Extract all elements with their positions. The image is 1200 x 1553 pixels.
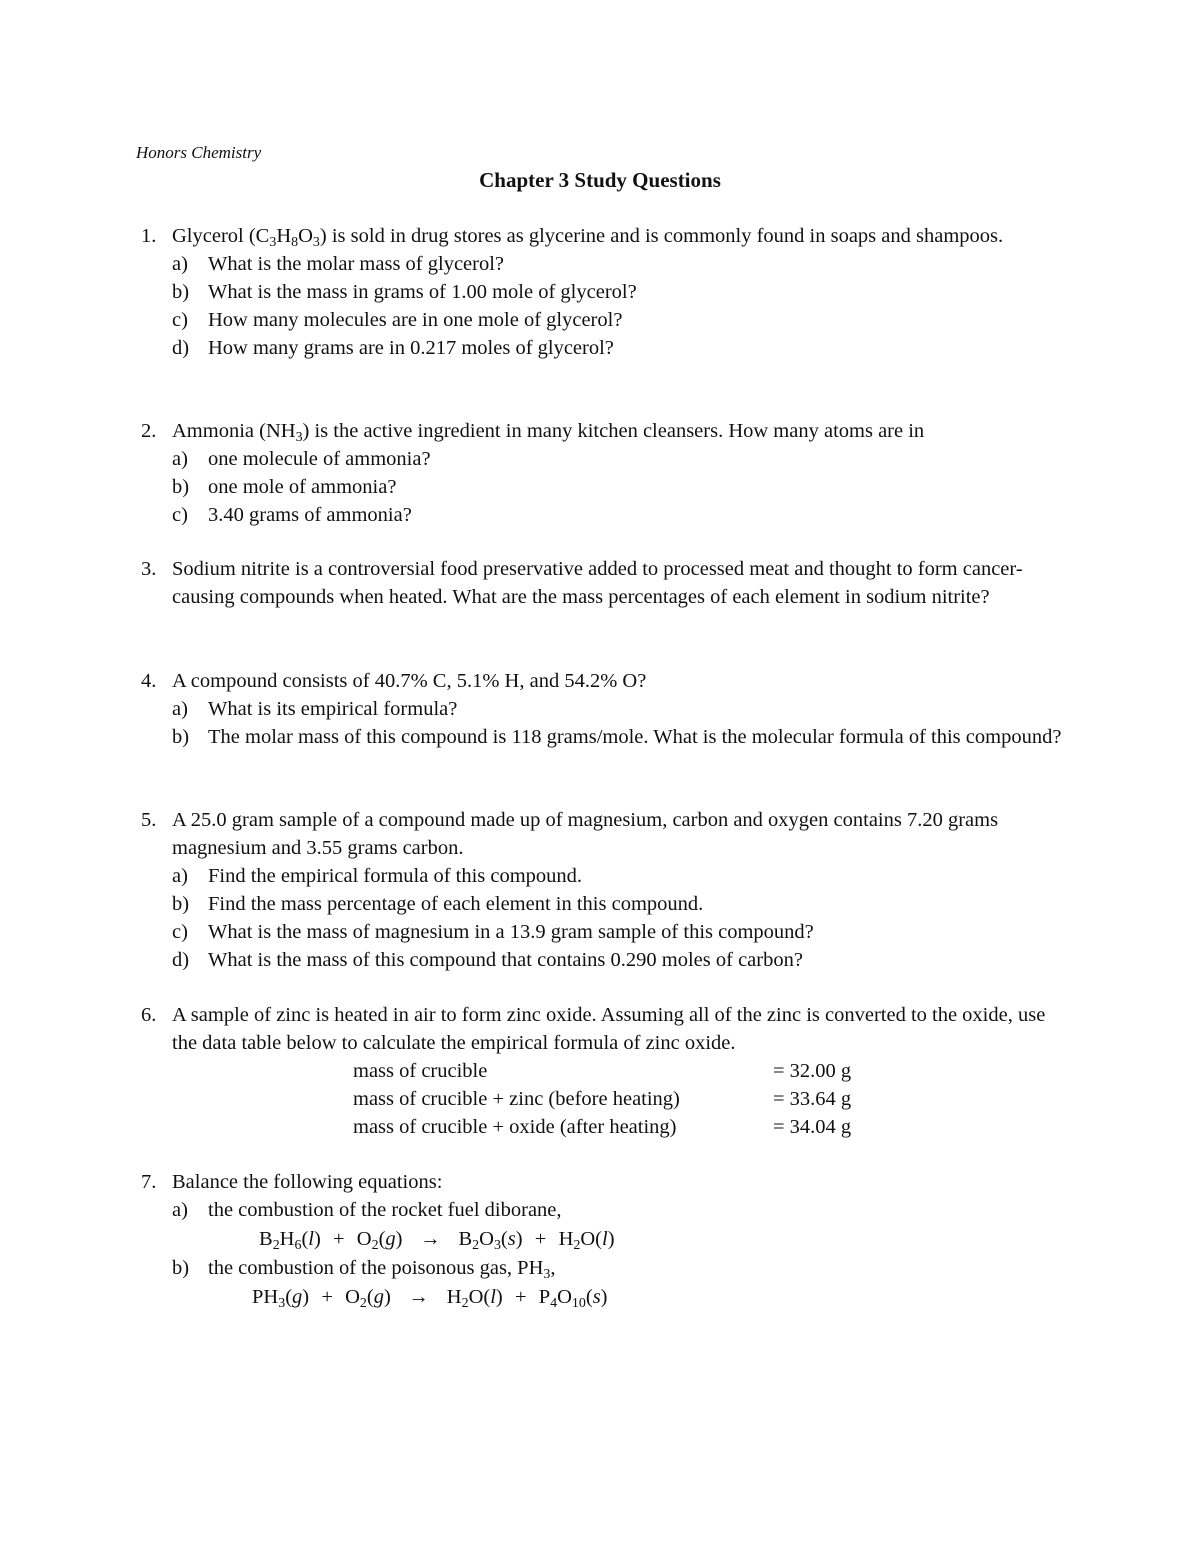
question-item: b) the combustion of the poisonous gas, $PH_3$,	[172, 1257, 556, 1282]
question-item: a) What is its empirical formula?	[172, 698, 458, 720]
question-7	[141, 1168, 1071, 1312]
question-1	[141, 222, 1071, 362]
equation-diborane: $B_2H_6(l) + O_2(g) \to B_2O_3(s) + H_2O(l)$	[259, 1228, 615, 1253]
question-item: d) What is the mass of this compound that contains 0.290 moles of carbon?	[172, 949, 803, 971]
question-item: c) 3.40 grams of ammonia?	[172, 504, 412, 526]
question-stem: Sodium nitrite is a controversial food preservative added to processed meat and thought to form cancer-causing compounds when heated. What are the mass percentages of each element in sodium nitrite?	[172, 558, 1023, 608]
question-number: 6.	[141, 1004, 157, 1026]
question-item: a) the combustion of the rocket fuel diborane,	[172, 1199, 562, 1221]
question-6	[141, 1001, 1071, 1141]
question-number: 2.	[141, 420, 157, 442]
question-stem: Glycerol $(C_3H_8O_3)$ is sold in drug stores as glycerine and is commonly found in soaps and shampoos.	[172, 225, 1004, 250]
course-header: Honors Chemistry	[136, 143, 262, 162]
question-item: b) one mole of ammonia?	[172, 476, 397, 498]
question-stem: A sample of zinc is heated in air to form zinc oxide. Assuming all of the zinc is converted to the oxide, use the data table below to calculate the empirical formula of zinc oxide.	[172, 1004, 1046, 1054]
question-item: a) one molecule of ammonia?	[172, 448, 431, 470]
question-number: 5.	[141, 809, 157, 831]
question-2	[141, 417, 1071, 529]
table-row: mass of crucible = 32.00 g	[353, 1060, 852, 1082]
equation-phosphine: $PH_3(g) + O_2(g) \to H_2O(l) + P_4O_{10}(s)$	[252, 1286, 608, 1311]
question-number: 4.	[141, 670, 157, 692]
question-item: c) How many molecules are in one mole of glycerol?	[172, 309, 623, 331]
question-number: 7.	[141, 1171, 157, 1193]
table-row: mass of crucible + zinc (before heating) = 33.64 g	[353, 1088, 852, 1110]
question-item: a) Find the empirical formula of this compound.	[172, 865, 583, 887]
question-3	[141, 555, 1071, 611]
question-item: d) How many grams are in 0.217 moles of glycerol?	[172, 337, 614, 359]
question-5	[141, 806, 1071, 974]
question-item: b) What is the mass in grams of 1.00 mole of glycerol?	[172, 281, 637, 303]
question-item: a) What is the molar mass of glycerol?	[172, 253, 505, 275]
crucible-data-table	[353, 1057, 851, 1141]
document-title: Chapter 3 Study Questions	[479, 168, 721, 192]
question-number: 3.	[141, 558, 157, 580]
question-item: c) What is the mass of magnesium in a 13.9 gram sample of this compound?	[172, 921, 814, 943]
question-stem: Balance the following equations:	[172, 1171, 443, 1193]
question-item: b) Find the mass percentage of each element in this compound.	[172, 893, 704, 915]
question-number: 1.	[141, 225, 157, 247]
question-stem: Ammonia $(NH_3)$ is the active ingredient in many kitchen cleansers. How many atoms are in	[172, 420, 925, 445]
question-4	[141, 667, 1071, 751]
table-row: mass of crucible + oxide (after heating) = 34.04 g	[353, 1116, 852, 1138]
question-item: b) The molar mass of this compound is 118 grams/mole. What is the molecular formula of this compound?	[172, 726, 1062, 748]
question-stem: A 25.0 gram sample of a compound made up of magnesium, carbon and oxygen contains 7.20 grams magnesium and 3.55 grams carbon.	[172, 809, 999, 859]
question-stem: A compound consists of 40.7% C, 5.1% H, and 54.2% O?	[172, 670, 647, 692]
